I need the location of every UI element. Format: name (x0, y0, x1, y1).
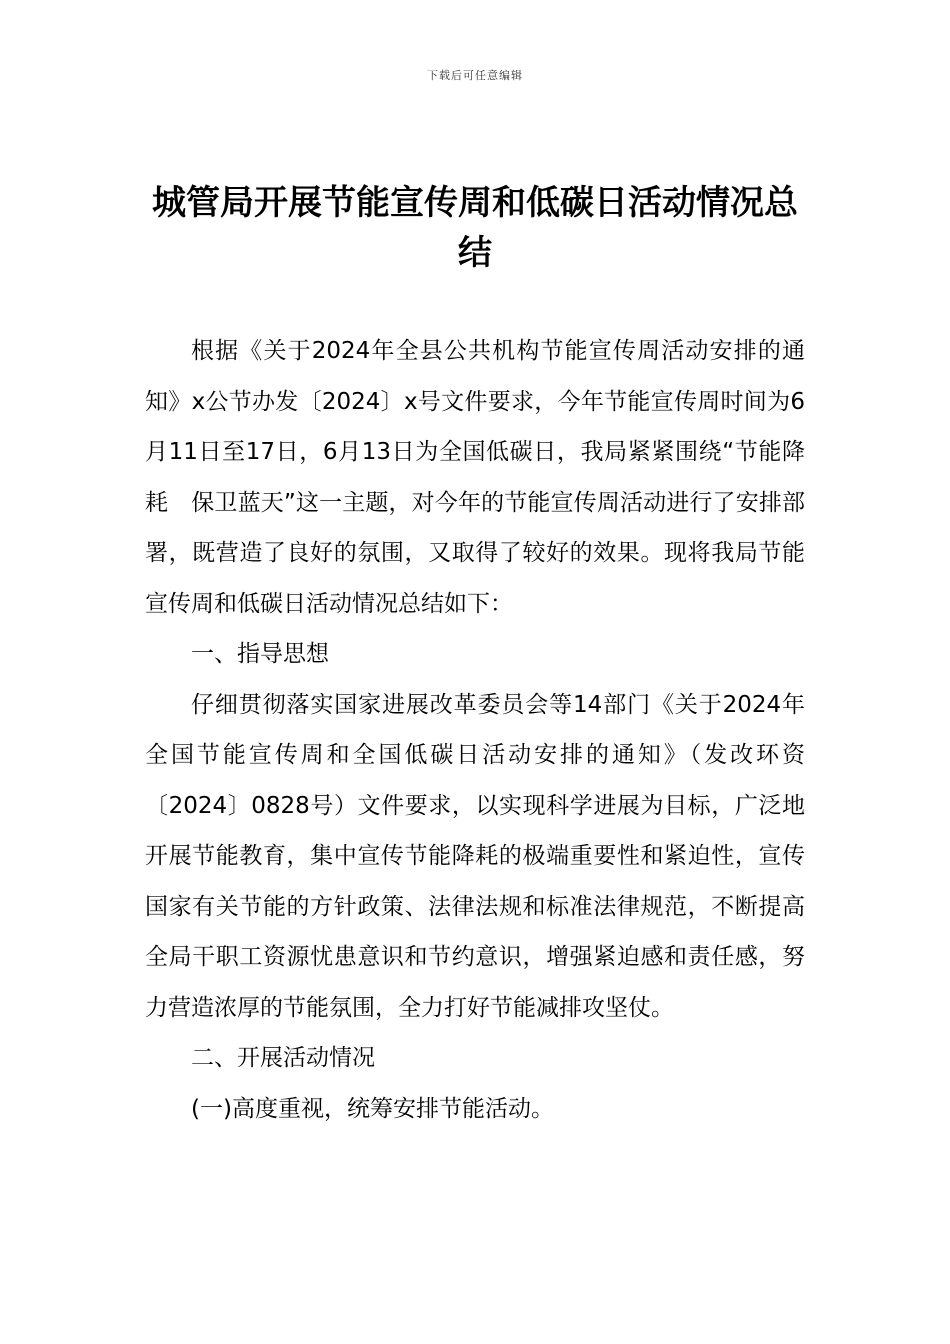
section-heading-1: 一、指导思想 (191, 641, 329, 667)
document-body (145, 326, 805, 1134)
paragraph-intro: 根据《关于2024年全县公共机构节能宣传周活动安排的通知》x公节办发〔2024〕x号文件要求，今年节能宣传周时间为6月11日至17日，6月13日为全国低碳日，我局紧紧围绕“节能降耗 保卫蓝天”这一主题，对今年的节能宣传周活动进行了安排部署，既营造了良好的氛围，又取得了较好的效果。现将我局节能宣传周和低碳日活动情况总结如下： (145, 338, 805, 617)
subsection-heading-1: (一)高度重视，统筹安排节能活动。 (191, 1095, 554, 1122)
document-title: 城管局开展节能宣传周和低碳日活动情况总结 (152, 183, 798, 273)
paragraph-guiding-ideology: 仔细贯彻落实国家进展改革委员会等14部门《关于2024年全国节能宣传周和全国低碳日活动安排的通知》（发改环资〔2024〕0828号）文件要求，以实现科学进展为目标，广泛地开展节能教育，集中宣传节能降耗的极端重要性和紧迫性，宣传国家有关节能的方针政策、法律法规和标准法律规范，不断提高全局干职工资源忧患意识和节约意识，增强紧迫感和责任感，努力营造浓厚的节能氛围，全力打好节能减排攻坚仗。 (145, 691, 805, 1021)
header-note: 下载后可任意编辑 (427, 69, 523, 82)
section-heading-2: 二、开展活动情况 (191, 1045, 375, 1071)
